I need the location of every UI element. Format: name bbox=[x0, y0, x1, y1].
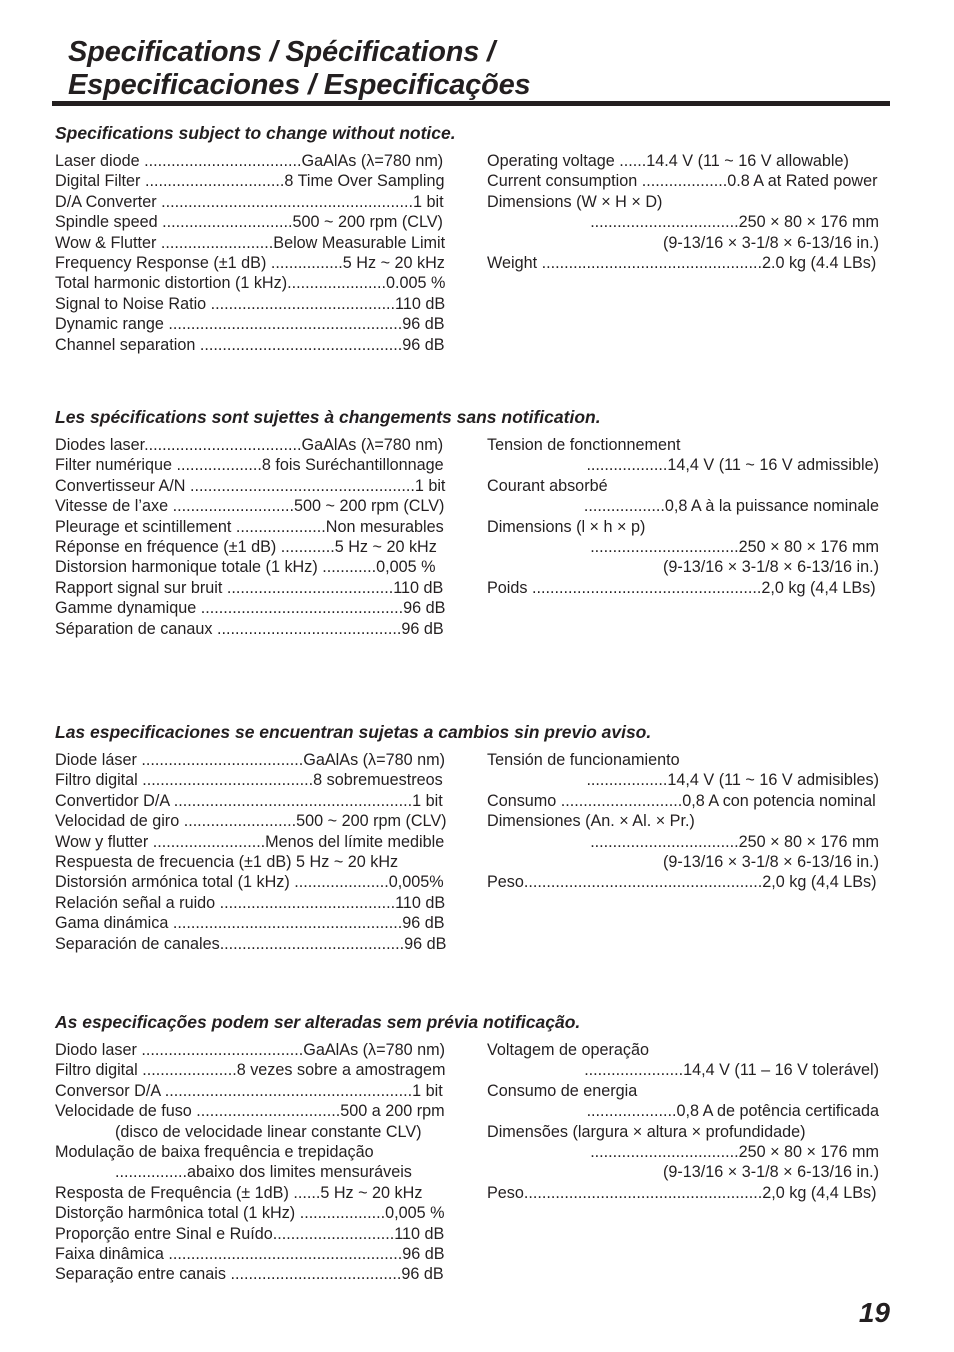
spec-line: Vitesse de l’axe ...........................500 ~ 200 rpm (CLV) bbox=[55, 497, 445, 516]
spec-line: Pleurage et scintillement ....................Non mesurables bbox=[55, 517, 444, 536]
spec-line: Distorsion harmonique totale (1 kHz) ............0,005 % bbox=[55, 558, 436, 577]
spec-line: Laser diode ...................................GaAlAs (λ=780 nm) bbox=[55, 152, 444, 170]
spec-line: D/A Converter ........................................................1 bit bbox=[55, 192, 444, 211]
section-notice: Les spécifications sont sujettes à changements sans notification. bbox=[55, 407, 601, 427]
spec-line: Filtro digital .....................8 vezes sobre a amostragem bbox=[55, 1061, 446, 1080]
spec-line: Voltagem de operação bbox=[487, 1041, 649, 1059]
spec-line: Velocidade de fuso ................................500 a 200 rpm bbox=[55, 1102, 445, 1121]
spec-line: .................................250 × 80 × 176 mm bbox=[590, 537, 879, 556]
spec-line: Velocidad de giro .........................500 ~ 200 rpm (CLV) bbox=[55, 812, 447, 831]
spec-line: Channel separation .............................................96 dB bbox=[55, 335, 445, 354]
spec-list-right bbox=[487, 750, 879, 893]
spec-line: Gamme dynamique .............................................96 dB bbox=[55, 599, 446, 618]
spec-line: Separación de canales.........................................96 dB bbox=[55, 934, 447, 953]
spec-line: (9-13/16 × 3-1/8 × 6-13/16 in.) bbox=[663, 852, 879, 871]
spec-line: Convertisseur A/N ..................................................1 bit bbox=[55, 476, 446, 495]
spec-line: ..................0,8 A à la puissance nominale bbox=[583, 497, 879, 516]
spec-line: Resposta de Frequência (± 1dB) ......5 Hz ~ 20 kHz bbox=[55, 1183, 423, 1202]
spec-line: Dimensões (largura × altura × profundidade) bbox=[487, 1122, 806, 1141]
spec-line: Relación señal a ruido .......................................110 dB bbox=[55, 893, 446, 912]
spec-list-right bbox=[487, 435, 879, 598]
section-notice: Las especificaciones se encuentran sujetas a cambios sin previo aviso. bbox=[55, 722, 652, 742]
spec-line: Peso.....................................................2,0 kg (4,4 LBs) bbox=[487, 1183, 877, 1202]
spec-section-spanish bbox=[55, 722, 885, 953]
spec-list-left bbox=[55, 435, 447, 639]
spec-line: Gama dinámica ...................................................96 dB bbox=[55, 914, 445, 933]
section-notice: Specifications subject to change without notice. bbox=[55, 123, 456, 143]
spec-line: (9-13/16 × 3-1/8 × 6-13/16 in.) bbox=[663, 233, 879, 252]
spec-list-left bbox=[55, 151, 447, 355]
spec-section-french bbox=[55, 407, 885, 638]
spec-line: Séparation de canaux .........................................96 dB bbox=[55, 619, 444, 638]
spec-line: Digital Filter ...............................8 Time Over Sampling bbox=[55, 172, 445, 191]
spec-line: Wow & Flutter .........................Below Measurable Limit bbox=[55, 233, 446, 252]
spec-line: Dynamic range ....................................................96 dB bbox=[55, 315, 445, 334]
spec-line: Courant absorbé bbox=[487, 476, 608, 495]
title-line-2: Especificaciones / Especificações bbox=[68, 69, 531, 101]
spec-line: Dimensions (l × h × p) bbox=[487, 517, 646, 536]
spec-line: Peso.....................................................2,0 kg (4,4 LBs) bbox=[487, 873, 877, 892]
spec-line: Current consumption ...................0.8 A at Rated power bbox=[487, 172, 878, 191]
spec-line: Total harmonic distortion (1 kHz)......................0.005 % bbox=[55, 274, 446, 293]
spec-line: Réponse en fréquence (±1 dB) ............5 Hz ~ 20 kHz bbox=[55, 537, 437, 556]
spec-line: Dimensiones (An. × Al. × Pr.) bbox=[487, 812, 695, 831]
section-notice: As especificações podem ser alteradas sem prévia notificação. bbox=[55, 1012, 581, 1032]
spec-line: Frequency Response (±1 dB) ................5 Hz ~ 20 kHz bbox=[55, 253, 445, 272]
spec-line: Distorção harmônica total (1 kHz) ...................0,005 % bbox=[55, 1204, 445, 1223]
spec-section-portuguese bbox=[55, 1012, 885, 1284]
spec-line: Signal to Noise Ratio .........................................110 dB bbox=[55, 294, 446, 313]
spec-line: ..................14,4 V (11 ~ 16 V admissible) bbox=[586, 456, 879, 475]
spec-line: Tension de fonctionnement bbox=[487, 436, 681, 454]
spec-line: Diodes laser...................................GaAlAs (λ=780 nm) bbox=[55, 436, 444, 454]
spec-line: Consumo de energia bbox=[487, 1081, 638, 1100]
spec-list-left bbox=[55, 750, 447, 954]
page-number: 19 bbox=[858, 1297, 890, 1328]
spec-line: Faixa dinâmica ....................................................96 dB bbox=[55, 1244, 445, 1263]
spec-line: Distorsión armónica total (1 kHz) .....................0,005% bbox=[55, 873, 444, 892]
spec-list-left bbox=[55, 1040, 447, 1285]
spec-line: (9-13/16 × 3-1/8 × 6-13/16 in.) bbox=[663, 558, 879, 577]
spec-line: Conversor D/A .......................................................1 bit bbox=[55, 1081, 443, 1100]
spec-line: ....................0,8 A de potência certificada bbox=[586, 1102, 879, 1121]
spec-section-english bbox=[55, 123, 885, 354]
spec-line: Modulação de baixa frequência e trepidação bbox=[55, 1142, 374, 1161]
spec-line: (disco de velocidade linear constante CLV) bbox=[115, 1122, 422, 1141]
spec-line: Wow y flutter .........................Menos del límite medible bbox=[55, 832, 445, 851]
spec-line: Consumo ...........................0,8 A con potencia nominal bbox=[487, 791, 876, 810]
title-rule bbox=[52, 101, 890, 106]
spec-line: .................................250 × 80 × 176 mm bbox=[590, 1142, 879, 1161]
spec-line: Poids ...................................................2,0 kg (4,4 LBs) bbox=[487, 578, 876, 597]
spec-line: Rapport signal sur bruit .....................................110 dB bbox=[55, 578, 444, 597]
spec-line: Filtro digital ......................................8 sobremuestreos bbox=[55, 771, 443, 790]
spec-line: Weight .................................................2.0 kg (4.4 LBs) bbox=[487, 253, 877, 272]
spec-line: Dimensions (W × H × D) bbox=[487, 192, 663, 211]
spec-line: Diodo laser ....................................GaAlAs (λ=780 nm) bbox=[55, 1041, 445, 1059]
spec-line: ......................14,4 V (11 – 16 V tolerável) bbox=[584, 1061, 879, 1080]
spec-line: Tensión de funcionamiento bbox=[487, 751, 680, 769]
spec-line: Filter numérique ...................8 fois Suréchantillonnage bbox=[55, 456, 444, 475]
spec-line: .................................250 × 80 × 176 mm bbox=[590, 213, 879, 232]
spec-line: .................................250 × 80 × 176 mm bbox=[590, 832, 879, 851]
spec-line: Convertidor D/A .....................................................1 bit bbox=[55, 791, 443, 810]
spec-line: Spindle speed .............................500 ~ 200 rpm (CLV) bbox=[55, 213, 443, 232]
spec-line: Separação entre canais ......................................96 dB bbox=[55, 1265, 444, 1284]
spec-line: (9-13/16 × 3-1/8 × 6-13/16 in.) bbox=[663, 1163, 879, 1182]
spec-line: ................abaixo dos limites mensuráveis bbox=[115, 1163, 412, 1182]
spec-line: Respuesta de frecuencia (±1 dB) 5 Hz ~ 20 kHz bbox=[55, 852, 399, 871]
page-title bbox=[68, 36, 530, 102]
spec-line: ..................14,4 V (11 ~ 16 V admisibles) bbox=[586, 771, 879, 790]
spec-line: Proporção entre Sinal e Ruído...........................110 dB bbox=[55, 1224, 445, 1243]
spec-line: Operating voltage ......14.4 V (11 ~ 16 V allowable) bbox=[487, 152, 849, 170]
title-line-1: Specifications / Spécifications / bbox=[68, 36, 495, 68]
spec-list-right bbox=[487, 151, 879, 273]
spec-list-right bbox=[487, 1040, 879, 1203]
spec-line: Diode láser ....................................GaAlAs (λ=780 nm) bbox=[55, 751, 445, 769]
